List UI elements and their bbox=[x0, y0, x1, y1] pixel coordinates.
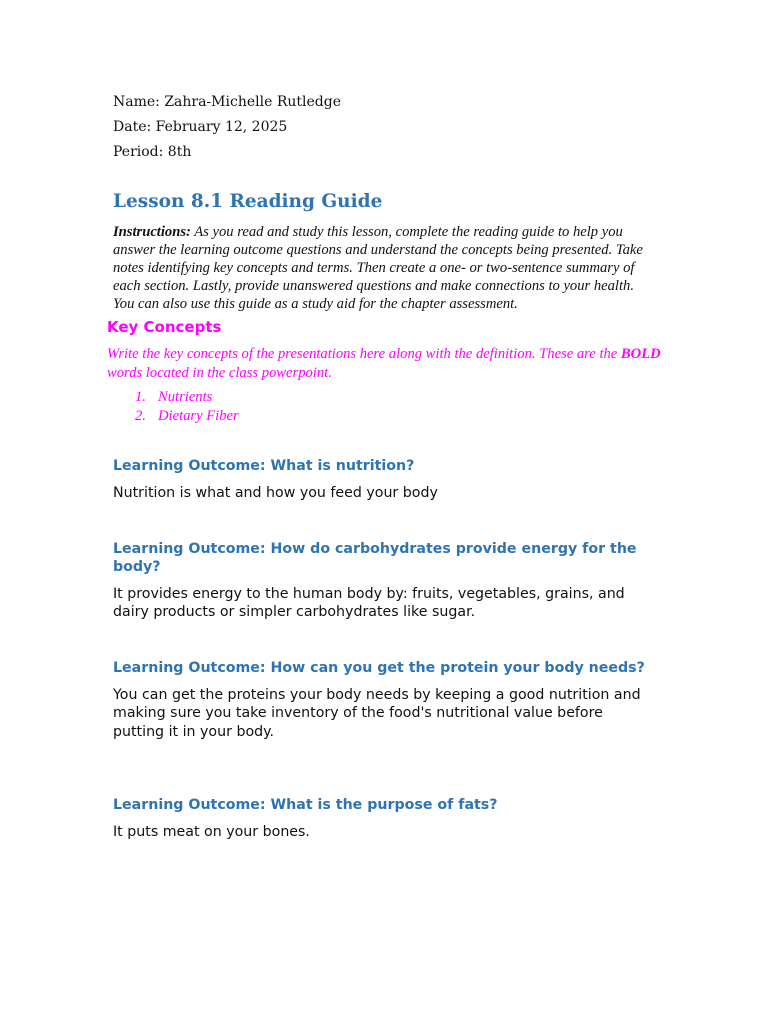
key-concepts-heading: Key Concepts bbox=[107, 318, 222, 336]
list-item-label: Dietary Fiber bbox=[158, 408, 239, 424]
list-item-number: 1. bbox=[135, 389, 146, 405]
outcome-answer: You can get the proteins your body needs by keeping a good nutrition and making sure you take inventory of the food's nutritional value before putting it in your body. bbox=[113, 687, 641, 740]
outcome-question: Learning Outcome: What is nutrition? bbox=[113, 458, 415, 474]
key-desc-before: Write the key concepts of the presentations here along with the definition. These are the bbox=[107, 346, 621, 362]
list-item bbox=[135, 388, 239, 407]
key-concepts-description bbox=[107, 345, 667, 382]
list-item-number: 2. bbox=[135, 408, 146, 424]
key-concepts-list bbox=[135, 388, 239, 426]
learning-outcome-nutrition bbox=[113, 457, 653, 502]
key-desc-after: words located in the class powerpoint. bbox=[107, 364, 332, 381]
list-item bbox=[135, 407, 239, 426]
instructions-label: Instructions: bbox=[113, 224, 191, 240]
learning-outcome-carbohydrates bbox=[113, 540, 653, 622]
class-period: Period: 8th bbox=[113, 144, 192, 160]
outcome-answer: It provides energy to the human body by: fruits, vegetables, grains, and dairy products or simpler carbohydrates like sugar. bbox=[113, 586, 625, 621]
key-desc-bold: BOLD bbox=[620, 346, 661, 362]
outcome-question: Learning Outcome: How do carbohydrates provide energy for the body? bbox=[113, 541, 637, 575]
outcome-question: Learning Outcome: What is the purpose of fats? bbox=[113, 797, 498, 813]
outcome-answer: Nutrition is what and how you feed your body bbox=[113, 485, 438, 501]
student-name: Name: Zahra-Michelle Rutledge bbox=[113, 94, 341, 110]
outcome-answer: It puts meat on your bones. bbox=[113, 824, 310, 840]
learning-outcome-fats bbox=[113, 796, 653, 841]
document-title: Lesson 8.1 Reading Guide bbox=[113, 191, 383, 212]
list-item-label: Nutrients bbox=[158, 389, 213, 405]
assignment-date: Date: February 12, 2025 bbox=[113, 119, 288, 135]
student-info bbox=[113, 90, 673, 165]
outcome-question: Learning Outcome: How can you get the protein your body needs? bbox=[113, 660, 645, 676]
instructions-text: As you read and study this lesson, complete the reading guide to help you answer the learning outcome questions and understand the concepts being presented. Take notes identifying key concepts and terms. Then create a one- or two-sentence summary of each section. Lastly, provide unanswered questions and make connections to your health. You can also use this guide as a study aid for the chapter assessment. bbox=[113, 224, 643, 312]
learning-outcome-protein bbox=[113, 659, 653, 741]
instructions-paragraph bbox=[113, 223, 658, 313]
